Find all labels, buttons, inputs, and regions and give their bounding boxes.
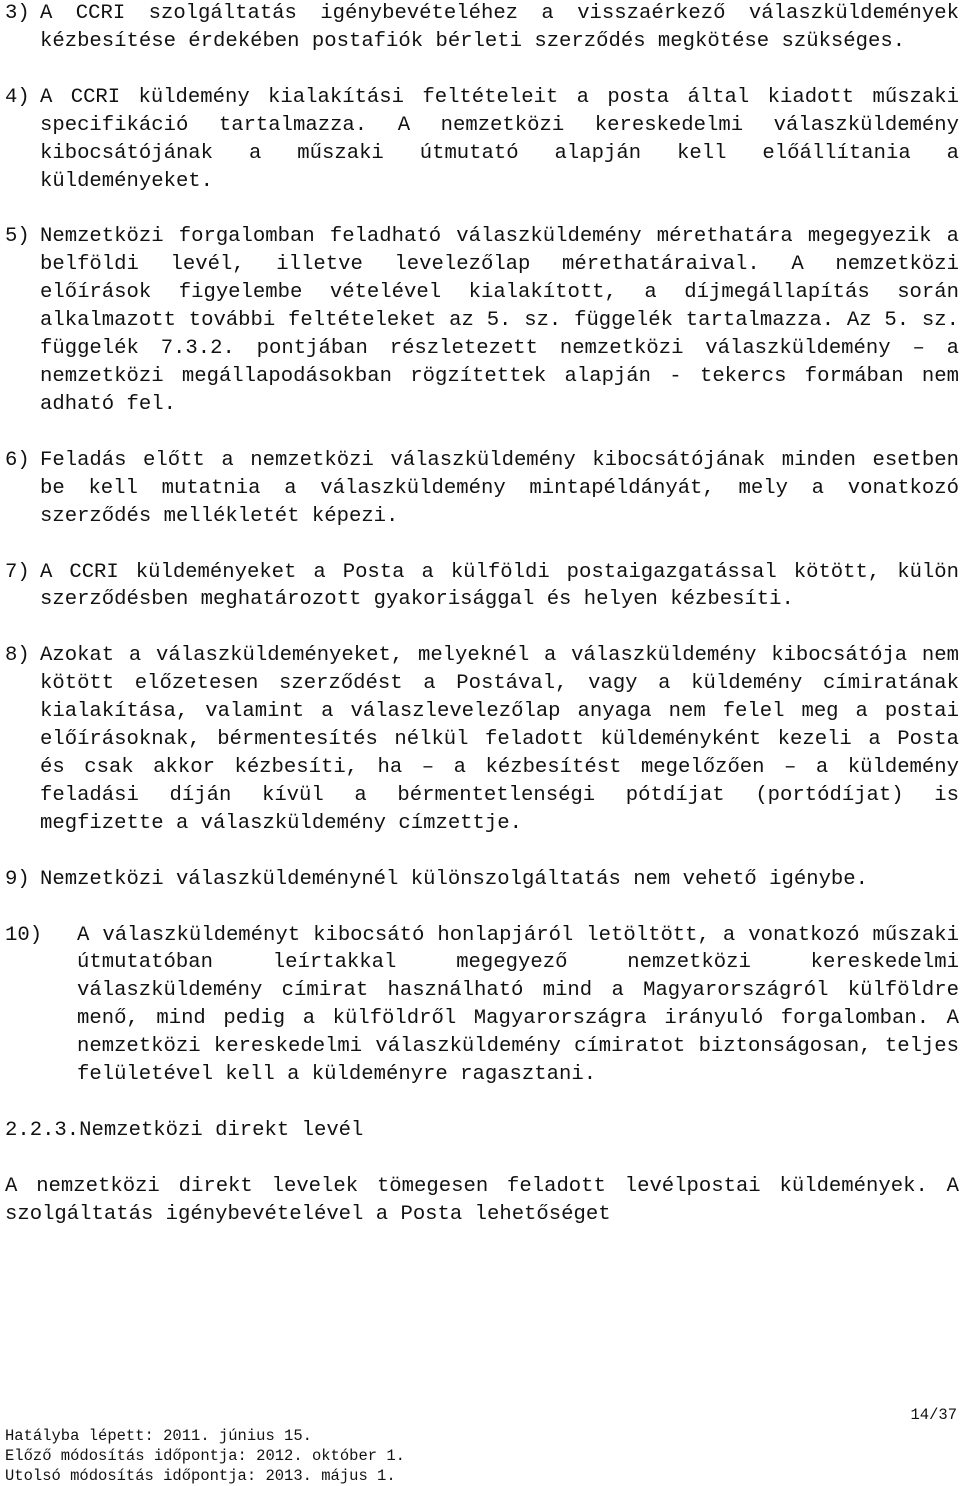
item-text: A CCRI küldemény kialakítási feltételeit a posta által kiadott műszaki specifikáció tartalmazza. A nemzetközi kereskedelmi válaszküldemény kibocsátójának a műszaki útmutató alapján kell előállítania a küldeményeket. [40, 85, 959, 193]
page-footer [5, 1406, 957, 1486]
footer-last-change: Utolsó módosítás időpontja: 2013. május 1. [5, 1467, 396, 1485]
list-item [5, 866, 959, 894]
list-item [5, 0, 959, 56]
page-number: 14/37 [910, 1406, 957, 1424]
section-paragraph: A nemzetközi direkt levelek tömegesen feladott levélpostai küldemények. A szolgáltatás igénybevételével a Posta lehetőséget [5, 1174, 959, 1226]
list-item [5, 223, 959, 418]
item-number: 3) [5, 2, 30, 25]
item-number: 5) [5, 225, 30, 249]
item-number: 7) [5, 560, 30, 584]
list-item [5, 447, 959, 531]
item-number: 9) [5, 867, 30, 891]
list-item [5, 84, 959, 196]
item-number: 8) [5, 644, 30, 668]
item-number: 6) [5, 448, 30, 472]
list-item [5, 922, 959, 1089]
item-text: A CCRI küldeményeket a Posta a külföldi postaigazgatással kötött, külön szerződésben meghatározott gyakorisággal és helyen kézbesíti. [40, 560, 959, 612]
list-item [5, 642, 959, 837]
footer-effective-date: Hatályba lépett: 2011. június 15. [5, 1427, 312, 1445]
item-text: Nemzetközi forgalomban feladható válaszküldemény mérethatára megegyezik a belföldi levél, illetve levelezőlap mérethatáraival. A nemzetközi előírások figyelembe vételével kialakított, a díjmegállapítás során alkalmazott további feltételeket az 5. sz. függelék tartalmazza. Az 5. sz. függelék 7.3.2. pontjában részletezett nemzetközi válaszküldemény – a nemzetközi megállapodásokban rögzítettek alapján - tekercs formában nem adható fel. [40, 225, 959, 416]
item-number: 4) [5, 85, 30, 109]
item-text: Feladás előtt a nemzetközi válaszküldemény kibocsátójának minden esetben be kell mutatnia a válaszküldemény mintapéldányát, mely a vonatkozó szerződés mellékletét képezi. [40, 448, 959, 528]
item-text: Azokat a válaszküldeményeket, melyeknél a válaszküldemény kibocsátója nem kötött előzetesen szerződést a Postával, vagy a küldemény címiratának kialakítása, valamint a válaszlevelezőlap anyaga nem felel meg a postai előírásoknak, bérmentesítés nélkül feladott küldeményként kezeli a Posta és csak akkor kézbesíti, ha – a kézbesítést megelőzően – a küldemény feladási díján kívül a bérmentetlenségi pótdíjat (portódíjat) is megfizette a válaszküldemény címzettje. [40, 644, 959, 835]
item-number: 10) [5, 923, 43, 947]
item-text: A válaszküldeményt kibocsátó honlapjáról letöltött, a vonatkozó műszaki útmutatóban leírtakkal megegyező nemzetközi kereskedelmi válaszküldemény címirat használható mind a Magyarországról külföldre menő, mind pedig a külföldről Magyarországra irányuló forgalomban. A nemzetközi kereskedelmi válaszküldemény címiratot biztonságosan, teljes felületével kell a küldeményre ragasztani. [77, 923, 959, 1087]
document-body [5, 0, 959, 1229]
item-text: Nemzetközi válaszküldeménynél különszolgáltatás nem vehető igénybe. [40, 867, 869, 891]
list-item [5, 559, 959, 615]
section-heading: 2.2.3.Nemzetközi direkt levél [5, 1119, 364, 1142]
item-text: A CCRI szolgáltatás igénybevételéhez a visszaérkező válaszküldemények kézbesítése érdekében postafiók bérleti szerződés megkötése szükséges. [40, 2, 959, 53]
footer-previous-change: Előző módosítás időpontja: 2012. október 1. [5, 1447, 405, 1465]
